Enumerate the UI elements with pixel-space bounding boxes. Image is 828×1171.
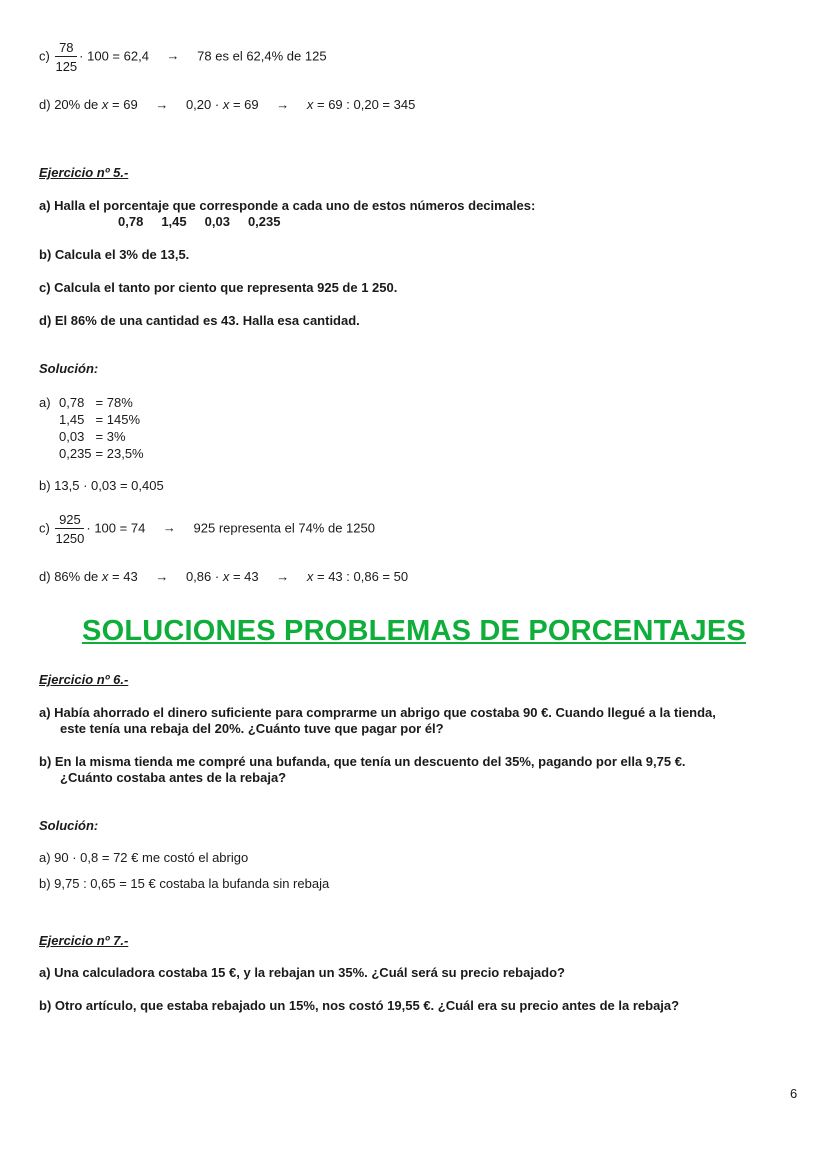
exercise-7-b: b) Otro artículo, que estaba rebajado un 15%, nos costó 19,55 €. ¿Cuál era su precio antes de la rebaja?: [39, 998, 680, 1013]
exercise-5-d: d) El 86% de una cantidad es 43. Halla esa cantidad.: [39, 313, 360, 328]
exercise-6-solution-b: b) 9,75 : 0,65 = 15 € costaba la bufanda sin rebaja: [39, 876, 330, 891]
exercise-5-solution-d: d) 86% de x = 43 → 0,86 · x = 43 → x = 43 : 0,86 = 50: [39, 569, 409, 584]
exercise-5-b: b) Calcula el 3% de 13,5.: [39, 247, 190, 262]
exercise-6-a-line2: este tenía una rebaja del 20%. ¿Cuánto tuve que pagar por él?: [60, 721, 444, 736]
table-row: 0,78 = 78%: [59, 395, 133, 410]
exercise-6-title: Ejercicio nº 6.-: [39, 672, 129, 687]
exercise-5-a: a) Halla el porcentaje que corresponde a cada uno de estos números decimales:: [39, 198, 536, 213]
table-row: 0,235 = 23,5%: [59, 446, 144, 461]
exercise-5-decimals: 0,78 1,45 0,03 0,235: [118, 214, 281, 229]
exercise-5-c: c) Calcula el tanto por ciento que representa 925 de 1 250.: [39, 280, 398, 295]
exercise-7-a: a) Una calculadora costaba 15 €, y la rebajan un 35%. ¿Cuál será su precio rebajado?: [39, 965, 565, 980]
exercise-6-solution-title: Solución:: [39, 818, 99, 833]
table-row: 1,45 = 145%: [59, 412, 140, 427]
exercise-7-title: Ejercicio nº 7.-: [39, 933, 129, 948]
exercise-5-title: Ejercicio nº 5.-: [39, 165, 129, 180]
fraction: $\frac{78}{125}$: [55, 40, 78, 74]
exercise-6-a-line1: a) Había ahorrado el dinero suficiente para comprarme un abrigo que costaba 90 €. Cuando llegué a la tienda,: [39, 705, 716, 720]
exercise-6-solution-a: a) 90 · 0,8 = 72 € me costó el abrigo: [39, 850, 249, 865]
table-row: 0,03 = 3%: [59, 429, 126, 444]
prev-solution-c: c) $\frac{78}{125}$ · 100 = 62,4 → 78 es el 62,4% de 125: [39, 40, 327, 74]
exercise-5-solution-a-table: [59, 394, 144, 462]
exercise-5-solution-b: b) 13,5 · 0,03 = 0,405: [39, 478, 164, 493]
fraction: $\frac{925}{1250}$: [55, 512, 85, 546]
page-number: 6: [790, 1086, 798, 1101]
section-banner-title: SOLUCIONES PROBLEMAS DE PORCENTAJES: [82, 615, 746, 647]
prev-solution-d: d) 20% de x = 69 → 0,20 · x = 69 → x = 69 : 0,20 = 345: [39, 97, 416, 112]
exercise-6-b-line1: b) En la misma tienda me compré una bufanda, que tenía un descuento del 35%, pagando por ella 9,75 €.: [39, 754, 686, 769]
exercise-5-solution-a-label: a): [39, 395, 51, 410]
exercise-5-solution-title: Solución:: [39, 361, 99, 376]
exercise-6-b-line2: ¿Cuánto costaba antes de la rebaja?: [60, 770, 287, 785]
exercise-5-solution-c: c) $\frac{925}{1250}$ · 100 = 74 → 925 representa el 74% de 1250: [39, 512, 375, 546]
